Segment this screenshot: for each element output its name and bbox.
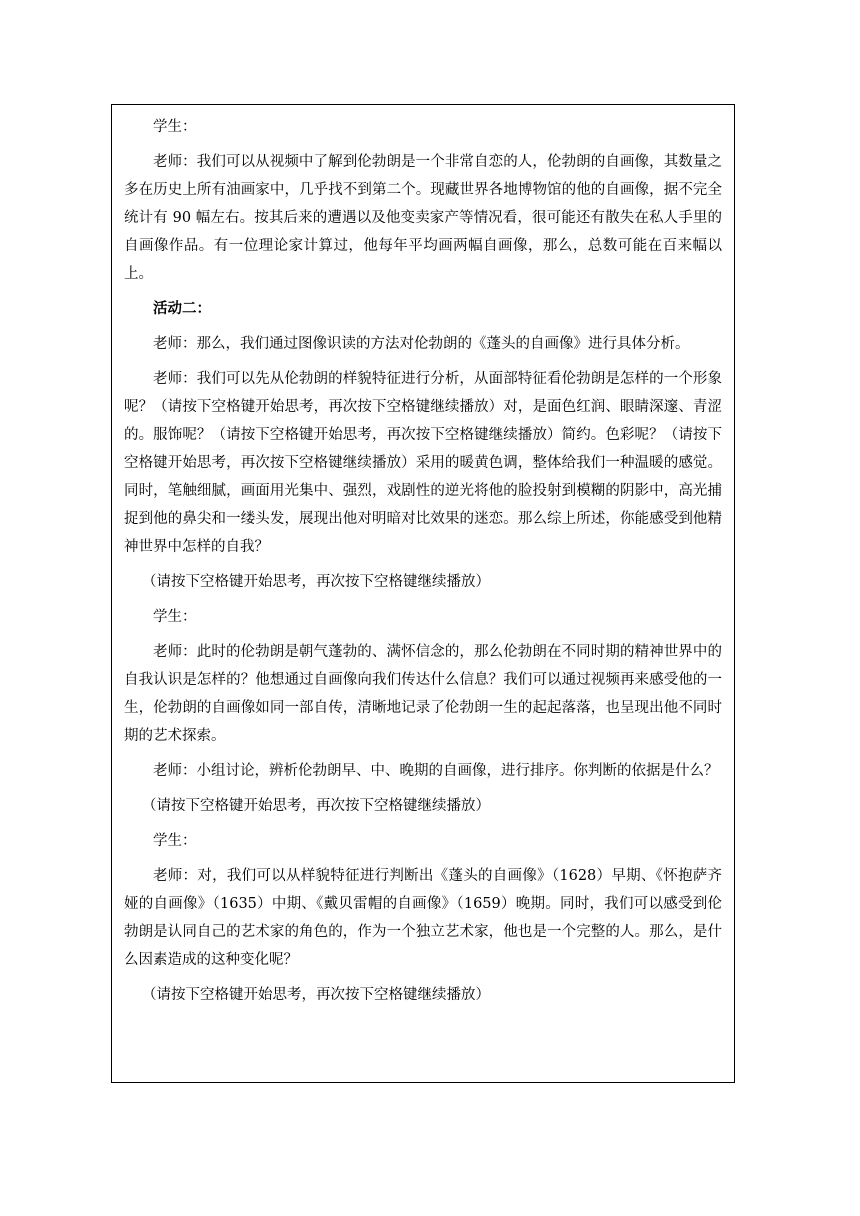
- teacher-line: 老师：我们可以先从伦勃朗的样貌特征进行分析，从面部特征看伦勃朗是怎样的一个形象呢？（请按下空格键开始思考，再次按下空格键继续播放）对，是面色红润、眼睛深邃、青涩的。服饰呢？（请按下空格键开始思考，再次按下空格键继续播放）简约。色彩呢？（请按下空格键开始思考，再次按下空格键继续播放）采用的暖黄色调，整体给我们一种温暖的感觉。同时，笔触细腻，画面用光集中、强烈，戏剧性的逆光将他的脸投射到模糊的阴影中，高光捕捉到他的鼻尖和一缕头发，展现出他对明暗对比效果的迷恋。那么综上所述，你能感受到他精神世界中怎样的自我？: [124, 371, 722, 555]
- student-line: 学生：: [153, 833, 197, 849]
- activity-heading: 活动二：: [153, 300, 211, 317]
- pause-instruction: （请按下空格键开始思考，再次按下空格键继续播放）: [142, 798, 490, 814]
- student-line: 学生：: [153, 609, 197, 625]
- pause-instruction: （请按下空格键开始思考，再次按下空格键继续播放）: [142, 574, 490, 590]
- pause-instruction: （请按下空格键开始思考，再次按下空格键继续播放）: [142, 987, 490, 1003]
- teacher-line: 老师：此时的伦勃朗是朝气蓬勃的、满怀信念的，那么伦勃朗在不同时期的精神世界中的自我认识是怎样的？他想通过自画像向我们传达什么信息？我们可以通过视频再来感受他的一生，伦勃朗的自画像如同一部自传，清晰地记录了伦勃朗一生的起起落落，也呈现出他不同时期的艺术探索。: [124, 644, 722, 744]
- lesson-transcript-box: [111, 104, 735, 1083]
- student-line: 学生：: [153, 119, 197, 135]
- teacher-line: 老师：我们可以从视频中了解到伦勃朗是一个非常自恋的人，伦勃朗的自画像，其数量之多在历史上所有油画家中，几乎找不到第二个。现藏世界各地博物馆的他的自画像，据不完全统计有 90 幅左右。按其后来的遭遇以及他变卖家产等情况看，很可能还有散失在私人手里的自画像作品。有一位理论家计算过，他每年平均画两幅自画像，那么，总数可能在百来幅以上。: [124, 154, 722, 282]
- teacher-line: 老师：那么，我们通过图像识读的方法对伦勃朗的《蓬头的自画像》进行具体分析。: [153, 336, 690, 352]
- teacher-line: 老师：小组讨论，辨析伦勃朗早、中、晚期的自画像，进行排序。你判断的依据是什么？: [153, 763, 719, 779]
- teacher-line: 老师：对，我们可以从样貌特征进行判断出《蓬头的自画像》（1628）早期、《怀抱萨齐娅的自画像》（1635）中期、《戴贝雷帽的自画像》（1659）晚期。同时，我们可以感受到伦勃朗是认同自己的艺术家的角色的，作为一个独立艺术家，他也是一个完整的人。那么，是什么因素造成的这种变化呢？: [124, 868, 722, 968]
